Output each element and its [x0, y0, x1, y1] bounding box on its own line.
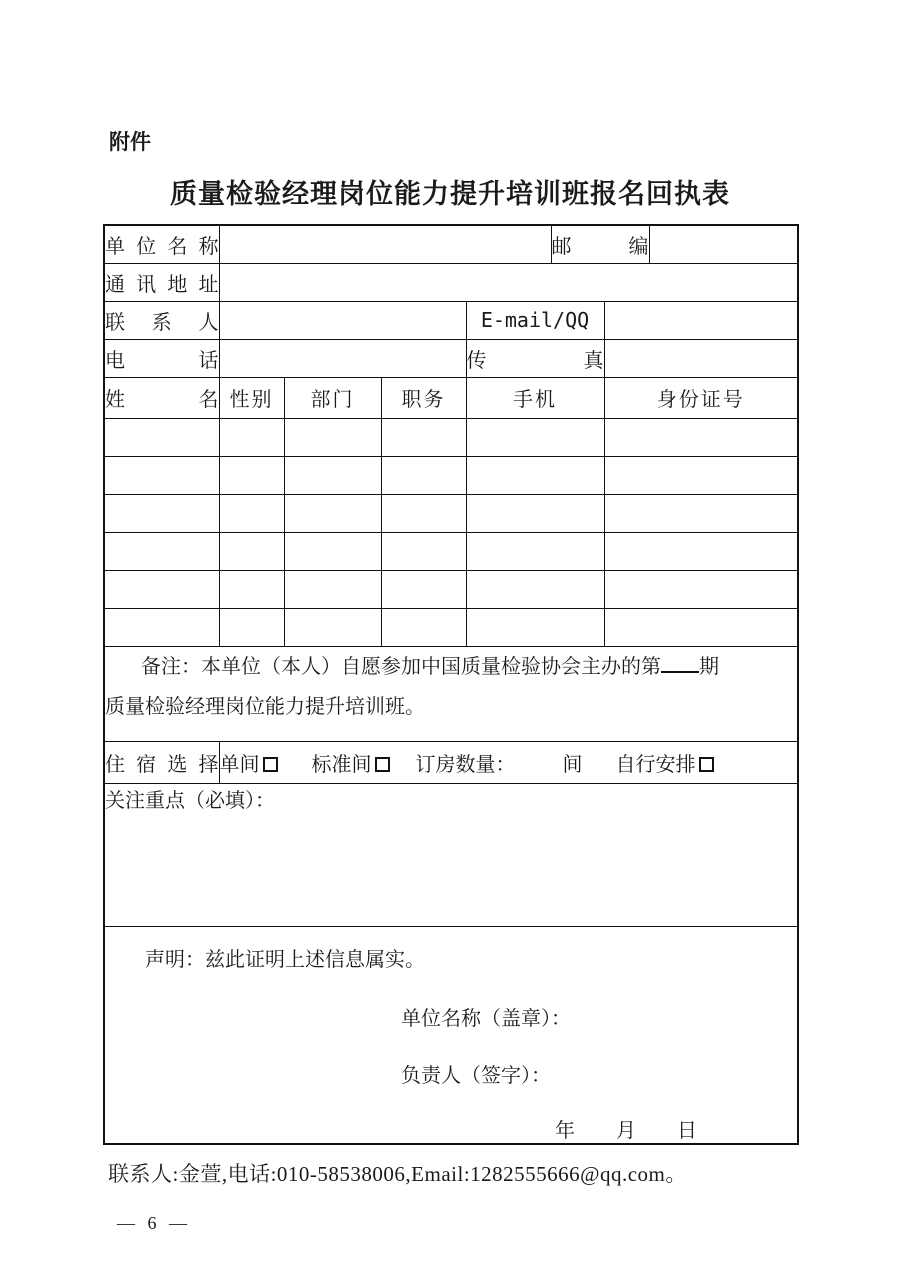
- attendee-row: [104, 608, 798, 646]
- option-standard-room: 标准间: [312, 754, 390, 776]
- attendee-cell: [604, 608, 798, 646]
- col-header-department: 部门: [284, 377, 381, 418]
- col-header-name: 姓名: [104, 377, 219, 418]
- registration-form-table: [103, 224, 799, 1145]
- attendee-cell: [381, 456, 466, 494]
- unit-name-label: 单位名称: [104, 225, 219, 263]
- attendee-cell: [604, 532, 798, 570]
- attendee-cell: [219, 532, 284, 570]
- attendee-cell: [219, 494, 284, 532]
- attendee-cell: [381, 494, 466, 532]
- attendee-row: [104, 418, 798, 456]
- attendee-cell: [219, 456, 284, 494]
- date-month-label: 月: [616, 1119, 636, 1142]
- accommodation-options: [219, 741, 798, 783]
- attendee-cell: [104, 418, 219, 456]
- attendee-cell: [284, 494, 381, 532]
- postal-code-field: [649, 225, 798, 263]
- attendee-cell: [104, 570, 219, 608]
- fax-label: 传真: [466, 339, 604, 377]
- col-header-mobile: 手机: [466, 377, 604, 418]
- attendee-cell: [466, 570, 604, 608]
- attendee-cell: [219, 418, 284, 456]
- attendee-cell: [466, 494, 604, 532]
- self-arrange-checkbox: [699, 757, 714, 772]
- quantity-unit-label: 间: [562, 753, 583, 776]
- attendee-cell: [381, 608, 466, 646]
- attendee-header-row: [104, 377, 798, 418]
- attendee-cell: [604, 570, 798, 608]
- attendee-cell: [604, 456, 798, 494]
- address-label: 通讯地址: [104, 263, 219, 301]
- attendee-cell: [219, 570, 284, 608]
- signer-label: 负责人（签字）：: [401, 1064, 551, 1087]
- accommodation-row: [104, 741, 798, 783]
- focus-cell: [104, 783, 798, 926]
- attendee-cell: [284, 532, 381, 570]
- phone-field: [219, 339, 466, 377]
- page-title: 质量检验经理岗位能力提升培训班报名回执表: [170, 179, 730, 209]
- attendee-cell: [381, 570, 466, 608]
- contact-person-field: [219, 301, 466, 339]
- option-single-room: 单间: [220, 754, 278, 776]
- attendee-cell: [104, 608, 219, 646]
- attendee-cell: [104, 456, 219, 494]
- attendee-cell: [381, 532, 466, 570]
- declaration-cell: [104, 926, 798, 1144]
- postal-code-label: 邮编: [551, 225, 649, 263]
- remark-line2: 质量检验经理岗位能力提升培训班。: [105, 695, 425, 718]
- standard-room-checkbox: [375, 757, 390, 772]
- attendee-cell: [284, 456, 381, 494]
- session-number-blank: [661, 653, 699, 673]
- attendee-empty-rows: [104, 418, 798, 646]
- attendee-row: [104, 494, 798, 532]
- email-qq-field: [604, 301, 798, 339]
- fax-field: [604, 339, 798, 377]
- remark-line1: 备注：本单位（本人）自愿参加中国质量检验协会主办的第 期: [105, 647, 797, 687]
- remark-row: [104, 646, 798, 741]
- unit-name-field: [219, 225, 551, 263]
- attendee-row: [104, 532, 798, 570]
- col-header-gender: 性别: [219, 377, 284, 418]
- attendee-cell: [284, 418, 381, 456]
- booking-quantity-label: 订房数量：: [415, 753, 516, 776]
- attendee-cell: [284, 608, 381, 646]
- attendee-cell: [219, 608, 284, 646]
- contact-row: [104, 301, 798, 339]
- focus-label: 关注重点（必填）：: [105, 789, 275, 812]
- declaration-row: [104, 926, 798, 1144]
- focus-row: [104, 783, 798, 926]
- contact-person-label: 联系人: [104, 301, 219, 339]
- attendee-cell: [466, 532, 604, 570]
- page-number: — 6 —: [117, 1212, 191, 1233]
- attendee-cell: [466, 608, 604, 646]
- attendee-cell: [104, 532, 219, 570]
- unit-name-row: [104, 225, 798, 263]
- attendee-cell: [381, 418, 466, 456]
- date-day-label: 日: [677, 1119, 697, 1142]
- phone-label: 电话: [104, 339, 219, 377]
- attachment-label: 附件: [109, 131, 151, 154]
- declaration-statement: 声明：兹此证明上述信息属实。: [145, 948, 425, 971]
- accommodation-label: 住宿选择: [104, 741, 219, 783]
- email-qq-label: E-mail/QQ: [466, 301, 604, 339]
- phone-row: [104, 339, 798, 377]
- date-line: [105, 1114, 797, 1143]
- attendee-cell: [604, 418, 798, 456]
- remark-cell: [104, 646, 798, 741]
- address-row: [104, 263, 798, 301]
- date-year-label: 年: [555, 1119, 575, 1142]
- col-header-id-number: 身份证号: [604, 377, 798, 418]
- unit-seal-label: 单位名称（盖章）：: [401, 1007, 571, 1030]
- attendee-row: [104, 456, 798, 494]
- address-field: [219, 263, 798, 301]
- attendee-cell: [604, 494, 798, 532]
- attendee-cell: [104, 494, 219, 532]
- option-self-arrange: 自行安排: [616, 754, 714, 776]
- col-header-position: 职务: [381, 377, 466, 418]
- attendee-cell: [284, 570, 381, 608]
- attendee-row: [104, 570, 798, 608]
- attendee-cell: [466, 456, 604, 494]
- single-room-checkbox: [263, 757, 278, 772]
- footer-contact-info: 联系人:金萱,电话:010-58538006,Email:1282555666@qq.com。: [108, 1161, 687, 1186]
- attendee-cell: [466, 418, 604, 456]
